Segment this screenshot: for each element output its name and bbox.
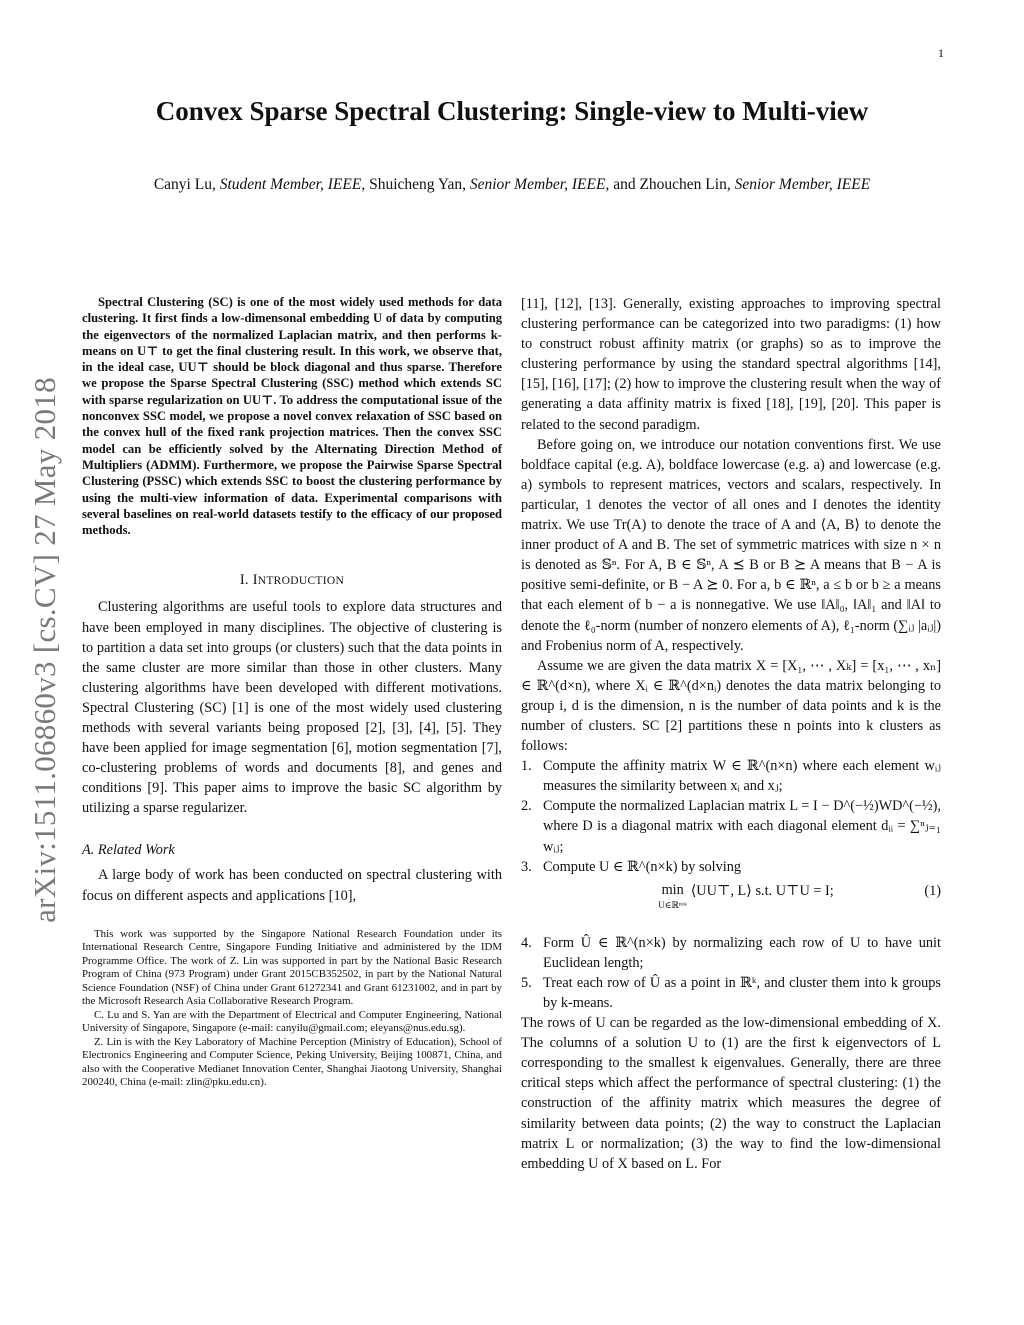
related-work-paragraph: A large body of work has been conducted on spectral clustering with focus on different aspects and applications [10],: [82, 867, 502, 904]
subsection-heading-related-work: A. Related Work: [82, 842, 175, 859]
left-column: [82, 294, 502, 1090]
arxiv-id: arXiv:1511.06860v3 [cs.CV] 27 May 2018: [27, 377, 62, 923]
notation-paragraph: Before going on, we introduce our notation conventions first. We use boldface capital (e.g. A), boldface lowercase (e.g. a) and lowercase (e.g. a) symbols to represent matrices, vectors and scalars, respectively. In particular, 1 denotes the vector of all ones and I denotes the identity matrix. We use Tr(A) to denote the trace of A and ⟨A, B⟩ to denote the inner product of A and B. The set of symmetric matrices with size n × n is denoted as 𝕊ⁿ. For A, B ∈ 𝕊ⁿ, A ⪯ B or B ⪰ A means that B − A is positive semi-definite, or B − A ⪰ 0. For a, b ∈ ℝⁿ, a ≤ b or b ≥ a means that each element of b − a is nonnegative. We use ‖A‖₀, ‖A‖₁ and ‖A‖ to denote the ℓ₀-norm (number of nonzero elements of A), ℓ₁-norm (∑ᵢⱼ |aᵢⱼ|) and Frobenius norm of A, respectively.: [521, 436, 941, 654]
step-number: 2.: [521, 798, 532, 815]
sc-step: [521, 933, 941, 973]
footnote-spacer: [82, 906, 83, 928]
author-2: , Shuicheng Yan,: [361, 176, 470, 193]
footnote-affiliation-lu-yan: C. Lu and S. Yan are with the Department of Electrical and Computer Engineering, National University of Singapore, Singapore (e-mail: canyilu@gmail.com; eleyans@nus.edu.sg).: [82, 1008, 502, 1035]
embedding-paragraph: The rows of U can be regarded as the low-dimensional embedding of X. The columns of a solution U to (1) are the first k eigenvectors of L corresponding to the smallest k eigenvalues. Generally, there are three critical steps which affect the performance of spectral clustering: (1) the construction of the affinity matrix which measures the degree of similarity between data points; (2) the way to construct the Laplacian matrix L or normalization; (3) the way to find the low-dimensional embedding U of X based on L. For: [521, 1015, 941, 1172]
equation-body: [521, 883, 901, 913]
sc-step: [521, 796, 941, 856]
sc-step: [521, 857, 941, 877]
sc-steps-list: [521, 756, 941, 877]
sc-step: [521, 756, 941, 796]
right-column: [521, 294, 941, 1174]
min-subscript: U∈ℝⁿˣᵏ: [658, 899, 688, 910]
step-number: 1.: [521, 758, 532, 775]
data-matrix-paragraph: Assume we are given the data matrix X = [X₁, ⋯ , Xₖ] = [x₁, ⋯ , xₙ] ∈ ℝ^(d×n), where Xᵢ ∈ ℝ^(d×nᵢ) denotes the data matrix belonging to group i, d is the dimension, n is the number of data points and k is the number of clusters. SC [2] partitions these n points into k clusters as follows:: [521, 657, 941, 755]
paper-title: Convex Sparse Spectral Clustering: Single-view to Multi-view: [155, 96, 869, 126]
step-number: 3.: [521, 858, 532, 875]
page-number: 1: [938, 46, 944, 60]
sc-steps-list-continued: [521, 933, 941, 1013]
section-title-rest: NTRODUCTION: [257, 575, 345, 588]
step-text: Form Û ∈ ℝ^(n×k) by normalizing each row of U to have unit Euclidean length;: [543, 934, 941, 971]
section-heading-introduction: [82, 572, 502, 589]
step-number: 4.: [521, 934, 532, 951]
section-title-initial: I: [252, 572, 258, 589]
abstract: Spectral Clustering (SC) is one of the most widely used methods for data clustering. It first finds a low-dimensonal embedding U of data by computing the eigenvectors of the normalized Laplacian matrix, and then performs k-means on U⊤ to get the final clustering result. In this work, we observe that, in the ideal case, UU⊤ should be block diagonal and thus sparse. Therefore we propose the Sparse Spectral Clustering (SSC) method which extends SC with sparse regularization on UU⊤. To address the computational issue of the nonconvex SSC model, we propose a novel convex relaxation of SSC based on the convex hull of the fixed rank projection matrices. Then the convex SSC model can be efficiently solved by the Alternating Direction Method of Multipliers (ADMM). Furthermore, we propose the Pairwise Sparse Spectral Clustering (PSSC) which extends SSC to boost the clustering performance by using the multi-view information of data. Experimental comparisons with several baselines on real-world datasets testify to the efficacy of our proposed methods.: [82, 295, 502, 538]
footnote-funding: This work was supported by the Singapore National Research Foundation under its International Research Centre, Singapore Funding Initiative and administered by the IDM Programme Office. The work of Z. Lin was supported in part by the National Basic Research Program of China (973 Program) under Grant 2015CB352502, in part by the National Natural Science Foundation (NSF) of China under Grant 61272341 and Grant 61231002, and in part by the Microsoft Research Asia Collaborative Research Program.: [82, 927, 502, 1008]
author-2-role: Senior Member, IEEE: [469, 176, 606, 193]
author-3-role: Senior Member, IEEE: [734, 176, 871, 193]
step-text: Compute U ∈ ℝ^(n×k) by solving: [543, 858, 742, 875]
author-3: , and Zhouchen Lin,: [605, 176, 735, 193]
step-text: Compute the normalized Laplacian matrix L = I − D^(−½)WD^(−½), where D is a diagonal matrix with each diagonal element dᵢᵢ = ∑ⁿⱼ₌₁ wᵢⱼ;: [543, 798, 941, 855]
equation-1: [521, 883, 941, 923]
arxiv-watermark: [20, 340, 70, 960]
related-work-continued: [11], [12], [13]. Generally, existing approaches to improving spectral clustering performance can be categorized into two paradigms: (1) how to construct robust affinity matrix (or graphs) so as to improve the clustering performance by using the standard spectral algorithms [14], [15], [16], [17]; (2) how to improve the clustering result when the way of generating a data affinity matrix is fixed [18], [19], [20]. This paper is related to the second paradigm.: [521, 296, 941, 433]
step-text: Treat each row of Û as a point in ℝᵏ, and cluster them into k groups by k-means.: [543, 974, 941, 1011]
footnote-affiliation-lin: Z. Lin is with the Key Laboratory of Machine Perception (Ministry of Education), School of Electronics Engineering and Computer Science, Peking University, Beijing 100871, China, and also with the Cooperative Medianet Innovation Center, Shanghai Jiaotong University, Shanghai 200240, China (e-mail: zlin@pku.edu.cn).: [82, 1035, 502, 1089]
equation-min: [658, 883, 687, 913]
step-number: 5.: [521, 974, 532, 991]
author-1: Canyi Lu,: [153, 176, 220, 193]
author-1-role: Student Member, IEEE: [219, 176, 362, 193]
equation-number: (1): [924, 882, 941, 899]
step-text: Compute the affinity matrix W ∈ ℝ^(n×n) where each element wᵢⱼ measures the similarity between xᵢ and xⱼ;: [543, 758, 941, 795]
author-list: [0, 176, 1024, 194]
section-number: I.: [239, 572, 253, 589]
equation-expression: ⟨UU⊤, L⟩ s.t. U⊤U = I;: [690, 882, 834, 899]
min-operator: min: [661, 881, 684, 898]
intro-paragraph: Clustering algorithms are useful tools to explore data structures and have been employed in many disciplines. The objective of clustering is to partition a data set into groups (or clusters) such that the data points in the same cluster are more similar than those in other clusters. Many clustering algorithms have been developed with different motivations. Spectral Clustering (SC) [1] is one of the most widely used clustering methods with several variants being proposed [2], [3], [4], [5]. They have been applied for image segmentation [6], motion segmentation [7], co-clustering problems of words and documents [8], and genes and conditions [9]. This paper aims to improve the basic SC algorithm by utilizing a sparse regularizer.: [82, 599, 502, 817]
sc-step: [521, 973, 941, 1013]
